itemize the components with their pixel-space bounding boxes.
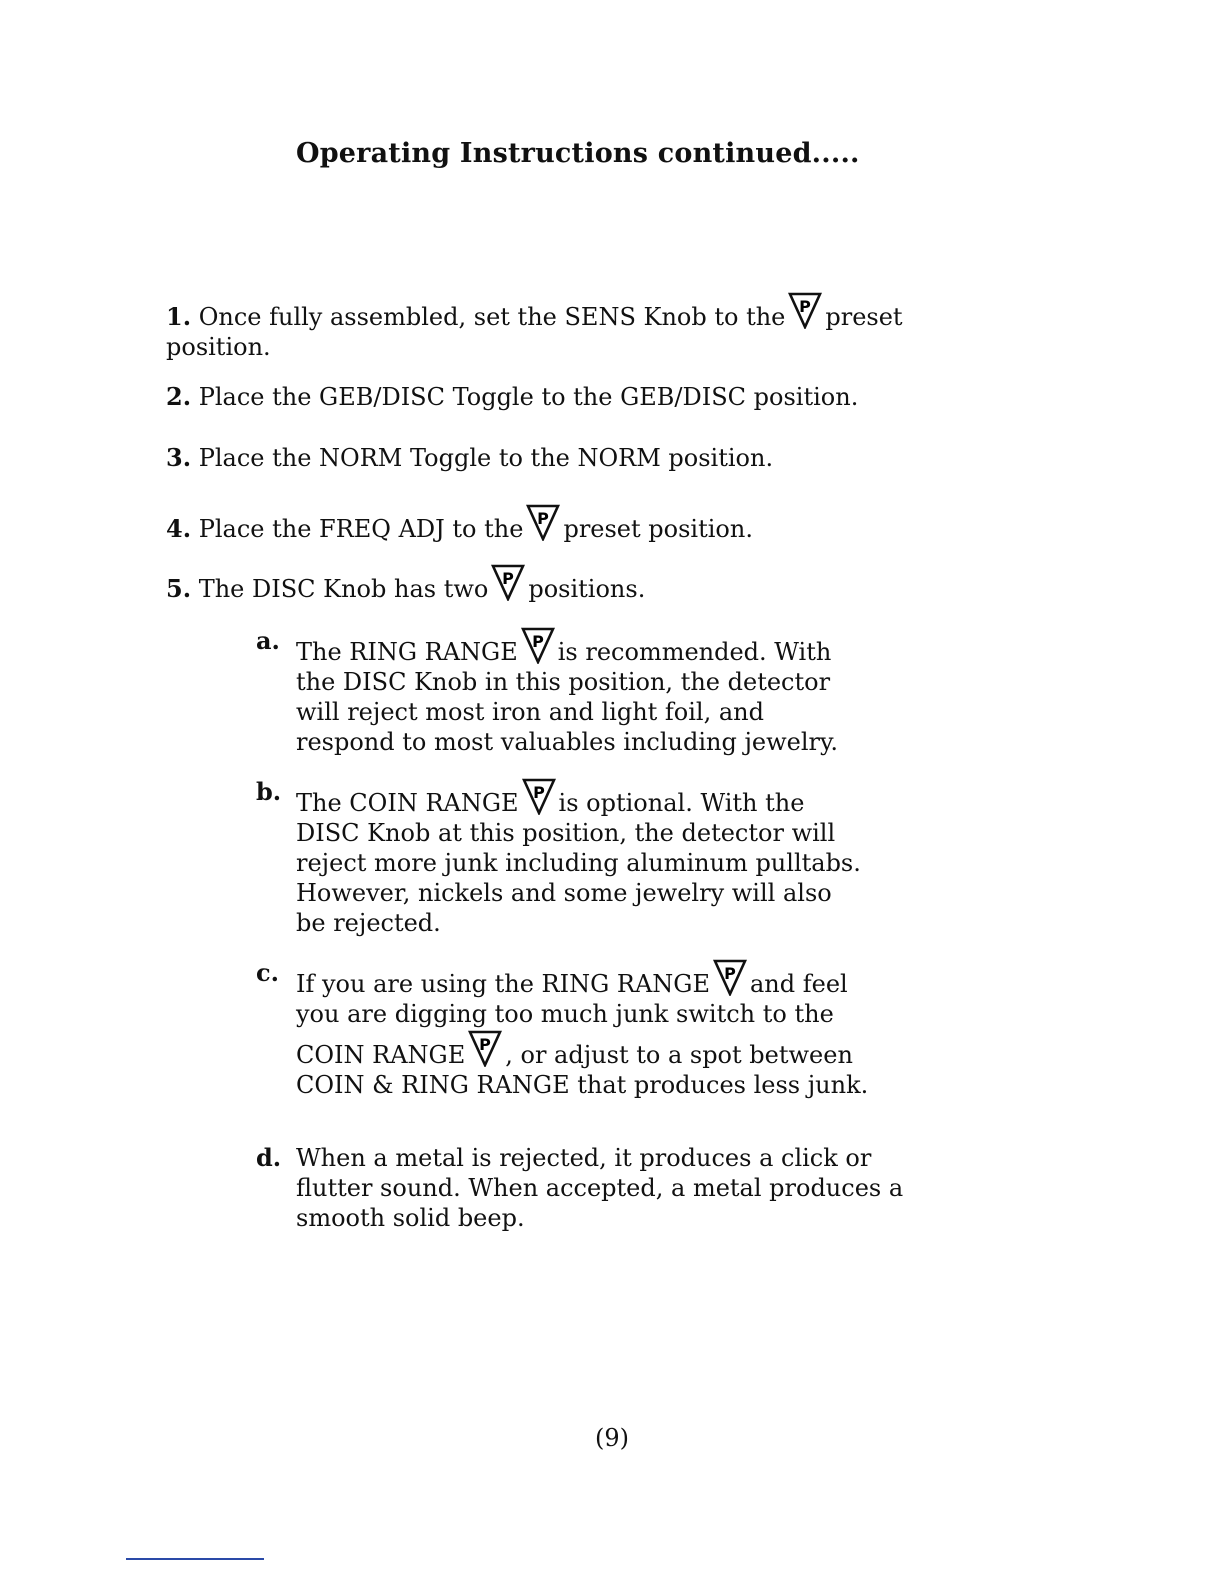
step-number: 2. [166, 382, 192, 411]
substep-text: The RING RANGE [296, 638, 518, 666]
svg-text:P: P [532, 783, 545, 802]
step-text: The DISC Knob has two [198, 575, 489, 603]
svg-text:P: P [724, 964, 736, 983]
step-text: Place the FREQ ADJ to the [198, 515, 524, 543]
substep-label: a. [256, 626, 280, 655]
step-text: Once fully assembled, set the SENS Knob to the [198, 303, 786, 331]
step-number: 4. [166, 514, 192, 543]
substep-b [256, 777, 936, 938]
substep-text-after: is optional. With the [558, 789, 805, 817]
substep-line: you are digging too much junk switch to the [296, 1000, 834, 1028]
substep-label: b. [256, 777, 282, 806]
substep-line: be rejected. [296, 909, 441, 937]
preset-triangle-icon [713, 958, 747, 996]
step-1 [166, 291, 903, 362]
substep-text: If you are using the RING RANGE [296, 970, 710, 998]
step-number: 1. [166, 302, 192, 331]
svg-text:P: P [799, 297, 812, 316]
step-text: Place the GEB/DISC Toggle to the GEB/DISC position. [198, 383, 859, 411]
svg-text:P: P [537, 509, 550, 528]
substep-line: the DISC Knob in this position, the detector [296, 668, 831, 696]
divider-line [126, 1558, 264, 1560]
step-text-cont: position. [166, 333, 271, 361]
step-text-after: positions. [528, 575, 646, 603]
substep-line: smooth solid beep. [296, 1204, 525, 1232]
preset-triangle-icon [788, 291, 822, 329]
preset-triangle-icon [491, 563, 525, 601]
svg-text:P: P [531, 632, 544, 651]
substep-c [256, 958, 936, 1100]
preset-triangle-icon [468, 1029, 502, 1067]
substep-text: The COIN RANGE [296, 789, 519, 817]
substep-text-after: and feel [749, 970, 848, 998]
substep-line: When a metal is rejected, it produces a click or [296, 1144, 872, 1172]
step-2 [166, 382, 858, 412]
substep-text-after: is recommended. With [557, 638, 832, 666]
step-text-after: preset position. [563, 515, 753, 543]
preset-triangle-icon [526, 503, 560, 541]
substep-line: reject more junk including aluminum pulltabs. [296, 849, 861, 877]
substep-line: COIN RANGE [296, 1041, 466, 1069]
substep-d [256, 1143, 936, 1233]
page-title: Operating Instructions continued..... [296, 138, 860, 169]
substep-line: COIN & RING RANGE that produces less junk. [296, 1071, 869, 1099]
substep-label: d. [256, 1143, 282, 1172]
substep-label: c. [256, 958, 279, 987]
preset-triangle-icon [521, 626, 555, 664]
step-text-after: preset [825, 303, 903, 331]
step-4 [166, 503, 753, 544]
substep-line-after: , or adjust to a spot between [505, 1041, 853, 1069]
substep-line: will reject most iron and light foil, and [296, 698, 764, 726]
step-number: 3. [166, 443, 192, 472]
svg-text:P: P [502, 569, 515, 588]
substep-a [256, 626, 936, 757]
preset-triangle-icon [522, 777, 556, 815]
substep-line: However, nickels and some jewelry will also [296, 879, 832, 907]
step-5 [166, 563, 645, 604]
substep-line: DISC Knob at this position, the detector will [296, 819, 836, 847]
substep-line: flutter sound. When accepted, a metal produces a [296, 1174, 904, 1202]
step-text: Place the NORM Toggle to the NORM position. [198, 444, 774, 472]
substep-line: respond to most valuables including jewelry. [296, 728, 839, 756]
step-number: 5. [166, 574, 192, 603]
svg-text:P: P [479, 1035, 492, 1054]
page-number: (9) [595, 1424, 629, 1452]
step-3 [166, 443, 773, 473]
